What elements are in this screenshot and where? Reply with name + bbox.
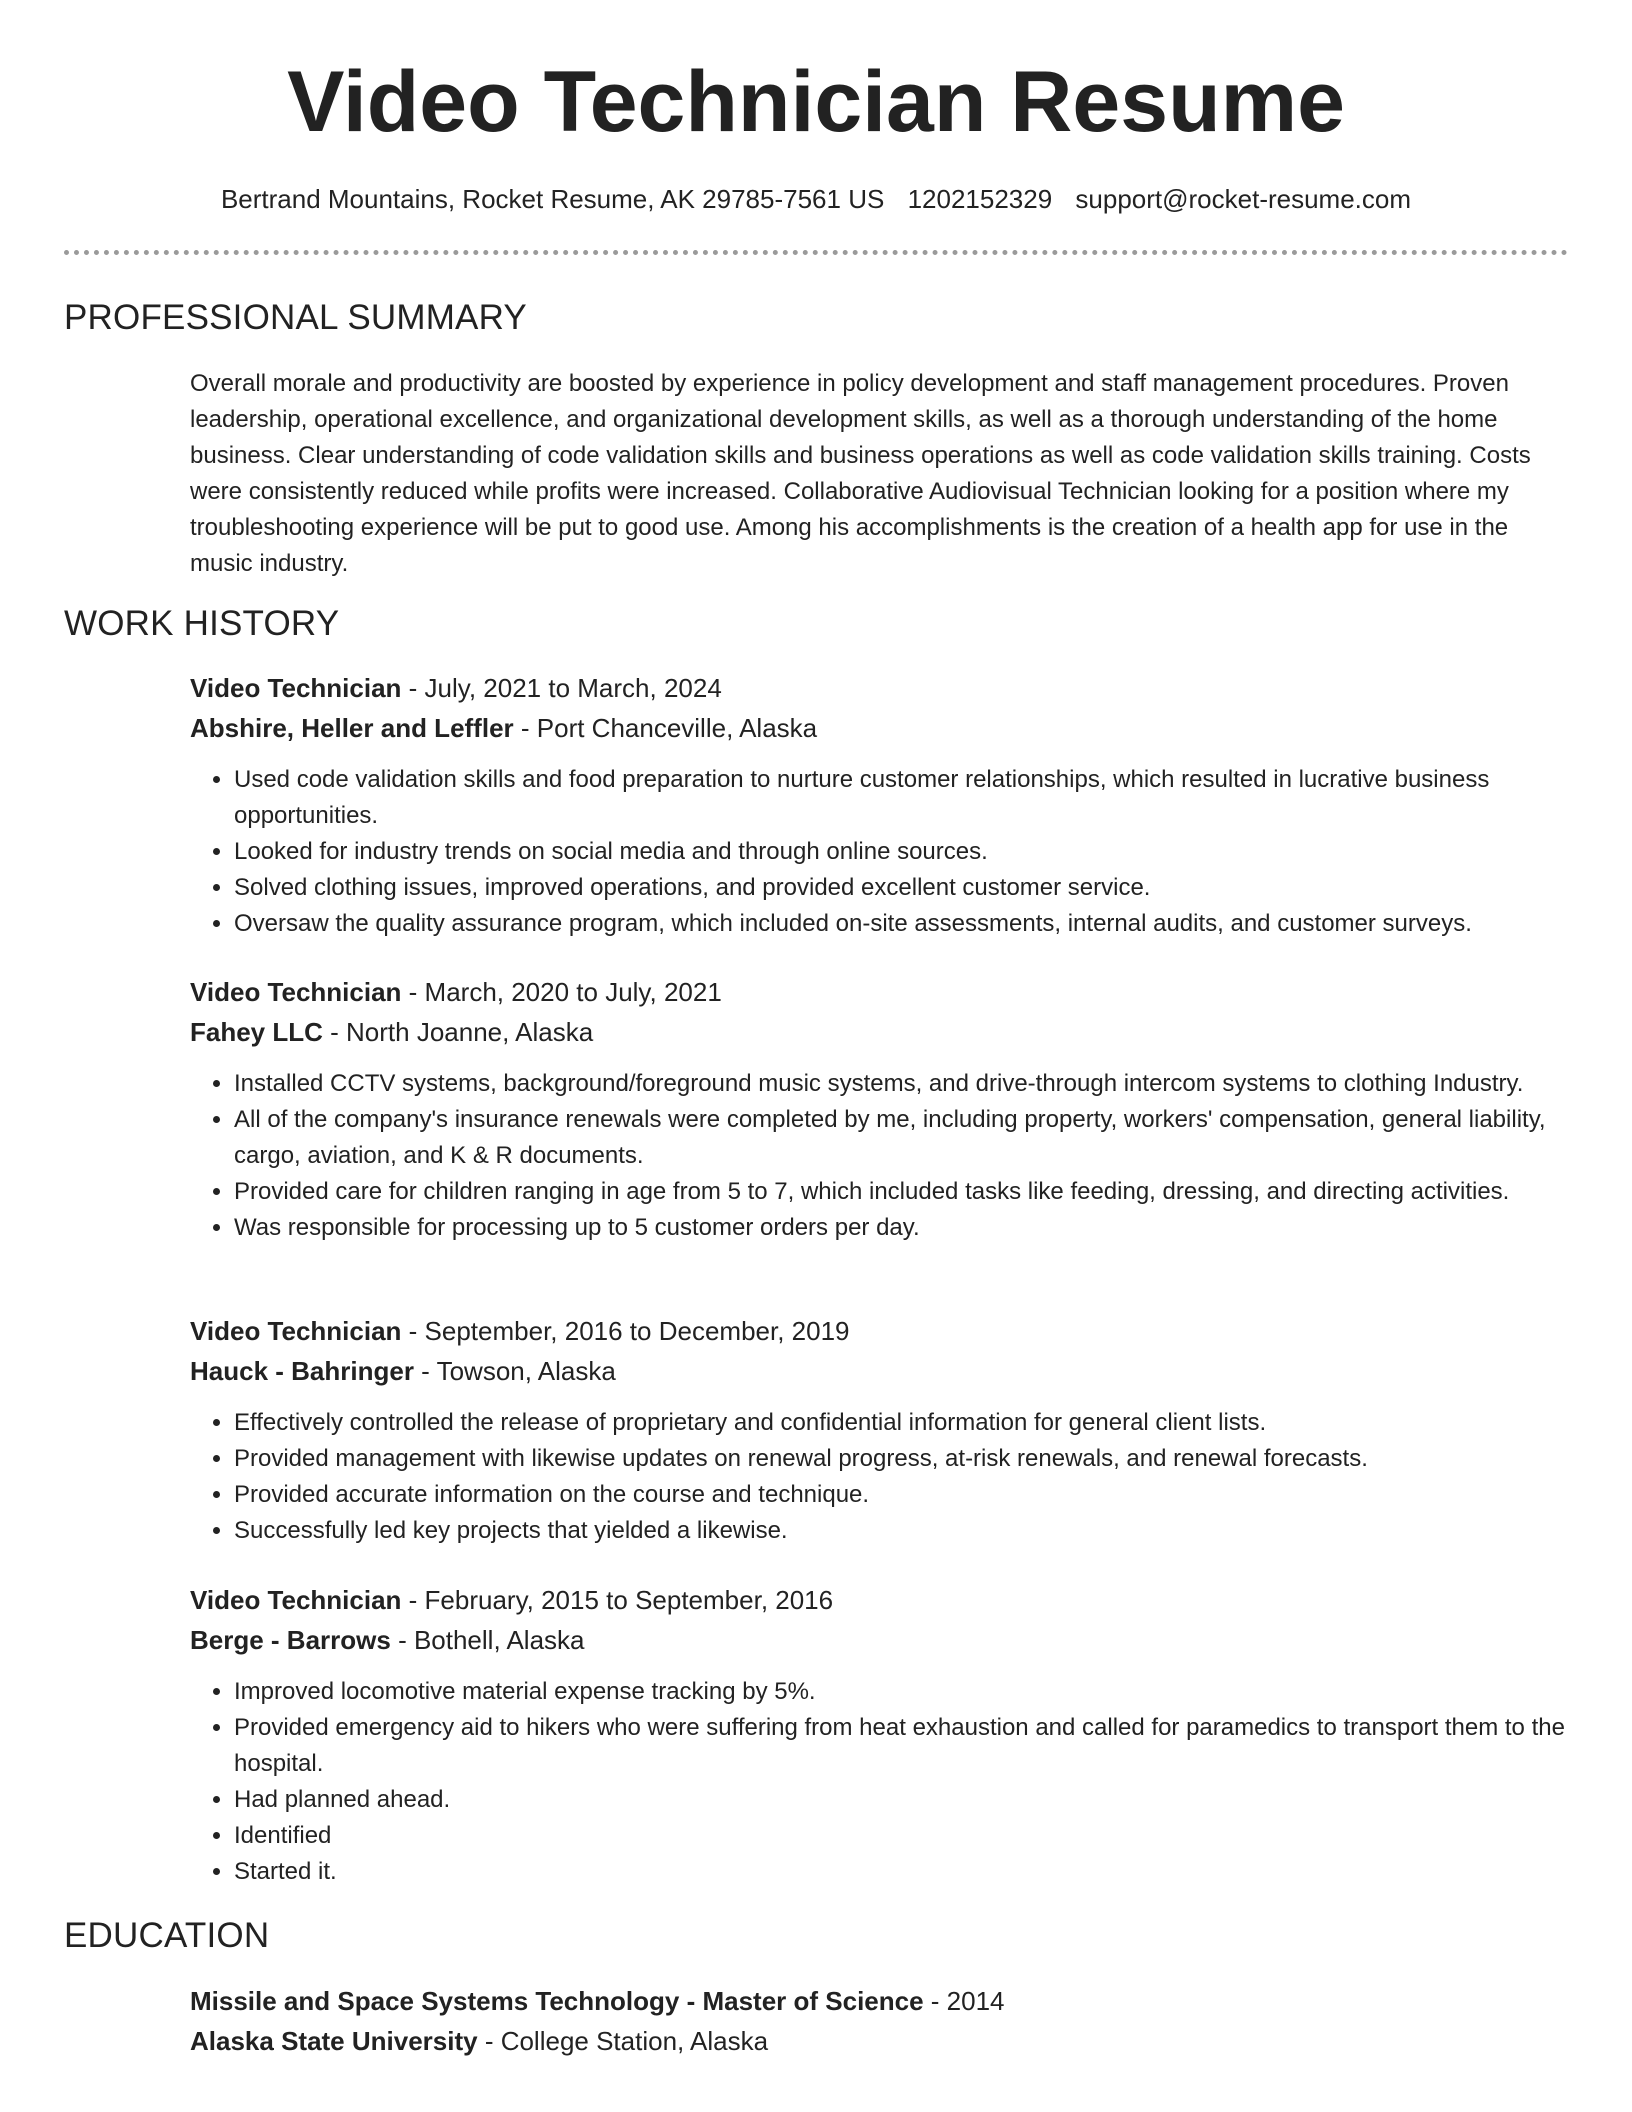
summary-text: Overall morale and productivity are boosted by experience in policy development and staff management procedures. Proven leadership, operational excellence, and organizational development skills, as well as a thorough understanding of the home business. Clear understanding of code validation skills and business operations as well as code validation skills training. Costs were consistently reduced while profits were increased. Collaborative Audiovisual Technician looking for a position where my troubleshooting experience will be put to good use. Among his accomplishments is the creation of a health app for use in the music industry. <box>190 370 1531 577</box>
job-company: Fahey LLC <box>190 1017 323 1047</box>
job-bullet: • Looked for industry trends on social media and through online sources. <box>234 834 1570 870</box>
education-degree: Missile and Space Systems Technology - Master of Science <box>190 1986 924 2016</box>
job-bullet: • All of the company's insurance renewals were completed by me, including property, workers' compensation, general liability, cargo, aviation, and K & R documents. <box>234 1102 1570 1174</box>
job-company-line <box>190 1351 1570 1391</box>
job-title: Video Technician <box>190 977 402 1007</box>
contact-line <box>0 182 1632 216</box>
job-company-line <box>190 1620 1570 1660</box>
job-bullet: • Had planned ahead. <box>234 1782 1570 1818</box>
summary-heading: PROFESSIONAL SUMMARY <box>64 298 527 337</box>
job-dates: - March, 2020 to July, 2021 <box>401 977 722 1007</box>
education-school: Alaska State University <box>190 2026 478 2056</box>
job-bullets <box>190 1405 1570 1549</box>
job-bullet: • Effectively controlled the release of proprietary and confidential information for general client lists. <box>234 1405 1570 1441</box>
contact-email: support@rocket-resume.com <box>1075 184 1412 214</box>
job-bullets <box>190 1066 1570 1246</box>
job-location: - Towson, Alaska <box>413 1356 616 1386</box>
education-location: - College Station, Alaska <box>477 2026 769 2056</box>
job-bullet: • Improved locomotive material expense tracking by 5%. <box>234 1674 1570 1710</box>
job-bullet: • Started it. <box>234 1854 1570 1890</box>
job-company-line <box>190 708 1570 748</box>
job-title: Video Technician <box>190 673 402 703</box>
job-title: Video Technician <box>190 1585 402 1615</box>
education-degree-line <box>190 1981 1570 2021</box>
resume-title: Video Technician Resume <box>287 54 1345 150</box>
job-bullets <box>190 762 1570 942</box>
job-title-line <box>190 1580 1570 1620</box>
job-entry <box>190 1580 1570 1890</box>
job-bullet: • Provided emergency aid to hikers who were suffering from heat exhaustion and called for paramedics to transport them to the hospital. <box>234 1710 1570 1782</box>
job-bullet: • Installed CCTV systems, background/foreground music systems, and drive-through intercom systems to clothing Industry. <box>234 1066 1570 1102</box>
job-bullet: • Used code validation skills and food preparation to nurture customer relationships, which resulted in lucrative business opportunities. <box>234 762 1570 834</box>
job-company: Abshire, Heller and Leffler <box>190 713 514 743</box>
job-bullet: • Successfully led key projects that yielded a likewise. <box>234 1513 1570 1549</box>
job-company: Berge - Barrows <box>190 1625 391 1655</box>
job-location: - North Joanne, Alaska <box>322 1017 594 1047</box>
header-divider <box>64 250 1568 255</box>
job-bullet: • Solved clothing issues, improved operations, and provided excellent customer service. <box>234 870 1570 906</box>
job-bullets <box>190 1674 1570 1890</box>
job-dates: - February, 2015 to September, 2016 <box>401 1585 834 1615</box>
job-entry <box>190 972 1570 1246</box>
job-dates: - September, 2016 to December, 2019 <box>401 1316 850 1346</box>
contact-address: Bertrand Mountains, Rocket Resume, AK 29785-7561 US <box>220 184 885 214</box>
education-year: - 2014 <box>923 1986 1005 2016</box>
job-title-line <box>190 668 1570 708</box>
job-entry <box>190 1311 1570 1549</box>
job-bullet: • Identified <box>234 1818 1570 1854</box>
education-heading: EDUCATION <box>64 1916 270 1955</box>
job-bullet: • Provided care for children ranging in age from 5 to 7, which included tasks like feeding, dressing, and directing activities. <box>234 1174 1570 1210</box>
job-bullet: • Oversaw the quality assurance program, which included on-site assessments, internal audits, and customer surveys. <box>234 906 1570 942</box>
job-entry <box>190 668 1570 942</box>
job-title-line <box>190 972 1570 1012</box>
work-history-heading: WORK HISTORY <box>64 604 340 643</box>
job-location: - Port Chanceville, Alaska <box>513 713 818 743</box>
job-dates: - July, 2021 to March, 2024 <box>401 673 722 703</box>
job-company: Hauck - Bahringer <box>190 1356 414 1386</box>
education-entry <box>190 1981 1570 2061</box>
job-bullet: • Provided accurate information on the course and technique. <box>234 1477 1570 1513</box>
job-company-line <box>190 1012 1570 1052</box>
contact-phone: 1202152329 <box>907 184 1053 214</box>
job-title-line <box>190 1311 1570 1351</box>
job-bullet: • Was responsible for processing up to 5 customer orders per day. <box>234 1210 1570 1246</box>
job-bullet: • Provided management with likewise updates on renewal progress, at-risk renewals, and renewal forecasts. <box>234 1441 1570 1477</box>
education-school-line <box>190 2021 1570 2061</box>
job-location: - Bothell, Alaska <box>390 1625 585 1655</box>
job-title: Video Technician <box>190 1316 402 1346</box>
